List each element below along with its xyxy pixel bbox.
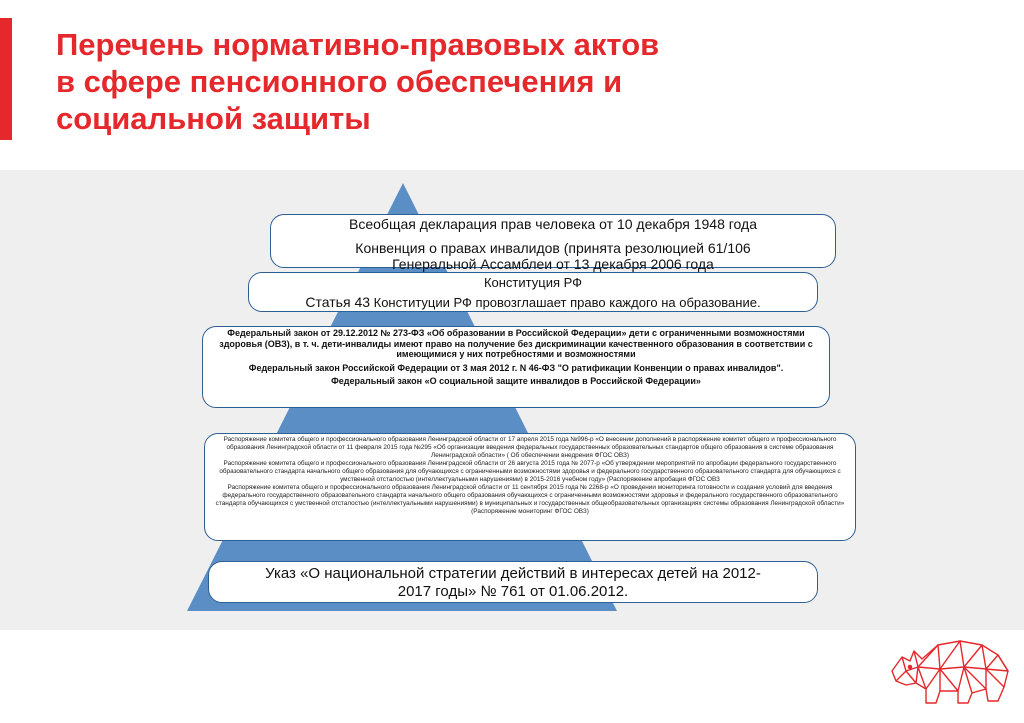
- article-text: Конституции РФ провозглашает право каждого на образование.: [370, 295, 761, 310]
- level-text: Распоряжение комитета общего и профессионального образования Ленинградской области от 11 сентября 2015 года № 2268-р «О проведении мониторинга готовности и создания условий для введения федерального государственного образовательного стандарта начального общего образования обучающихся с ограниченными возможностями здоровья и федерального государственного образовательного стандарта обучающихся с умственной отсталостью (интеллектуальными нарушениями) в муниципальных и государственных общеобразовательных организациях системы образования Ленинградской области» (Распоряжение мониторинг ФГОС ОВЗ): [215, 484, 845, 515]
- level-text: Всеобщая декларация прав человека от 10 декабря 1948 года: [349, 216, 757, 232]
- pyramid-level-regional-orders: [204, 433, 856, 541]
- article-number: Статья 43: [305, 294, 371, 310]
- title-line: в сфере пенсионного обеспечения и: [56, 64, 623, 99]
- pyramid-level-constitution: [248, 272, 818, 312]
- pyramid-level-federal-laws: [202, 326, 830, 408]
- rhino-logo-icon: [888, 631, 1014, 709]
- level-text: Федеральный закон «О социальной защите инвалидов в Российской Федерации»: [331, 376, 701, 386]
- title-line: Перечень нормативно-правовых актов: [56, 27, 660, 62]
- level-text: Генеральной Ассамблеи от 13 декабря 2006 года: [392, 256, 714, 272]
- level-text: Федеральный закон от 29.12.2012 № 273-ФЗ «Об образовании в Российской Федерации» дети с ограниченными возможностями здоровья (ОВЗ), в т. ч. дети-инвалиды имеют право на получение без дискриминации качественного образования в соответствии с имеющимися у них потребностями и возможностями: [219, 328, 813, 359]
- level-text: Распоряжение комитета общего и профессионального образования Ленинградской области от 17 апреля 2015 года №996-р «О внесении дополнений в распоряжение комитет общего и профессионального образования Ленинградской области от 11 февраля 2015 года №295 «Об организации введения федеральных государственных образовательных стандартов общего образования в системе образования Ленинградской области» ( Об обеспечении внедрения ФГОС ОВЗ): [223, 436, 837, 459]
- title-line: социальной защиты: [56, 101, 371, 136]
- level-text: Указ «О национальной стратегии действий в интересах детей на 2012-: [265, 565, 761, 582]
- level-text: Конвенция о правах инвалидов (принята резолюцией 61/106: [355, 240, 751, 256]
- level-text: [249, 294, 817, 311]
- level-text: 2017 годы» № 761 от 01.06.2012.: [397, 583, 629, 600]
- level-text: Конституция РФ: [483, 275, 583, 290]
- level-text: Распоряжение комитета общего и профессионального образования Ленинградской области от 26 августа 2015 года № 2077-р «Об утверждении мероприятий по апробации федерального государственного образовательного стандарта начального общего образования для обучающихся с ограниченными возможностями здоровья и федерального государственного образовательного стандарта для обучающихся с умственной отсталостью (интеллектуальными нарушениями) в 2015-2016 учебном году» (Распоряжение апробация ФГОС ОВЗ: [219, 460, 841, 483]
- level-text: Федеральный закон Российской Федерации от 3 мая 2012 г. N 46-ФЗ "О ратификации Конвенции о правах инвалидов".: [248, 362, 784, 373]
- pyramid-level-decree: [208, 561, 818, 603]
- pyramid-level-international: [270, 214, 836, 272]
